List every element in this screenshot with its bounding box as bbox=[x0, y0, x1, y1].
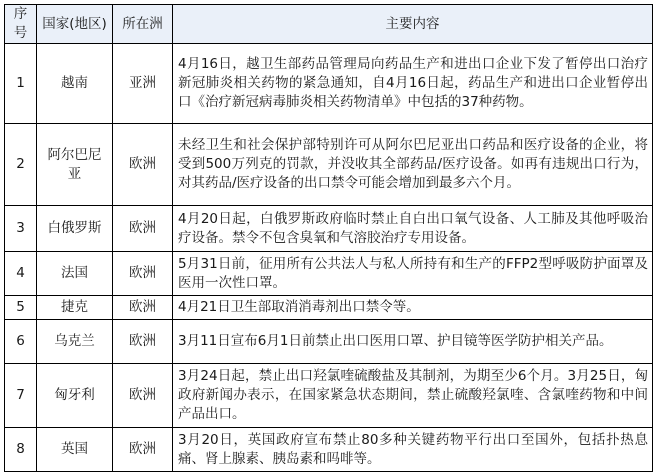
cell-no: 1 bbox=[5, 44, 37, 124]
table-row bbox=[5, 320, 653, 364]
cell-content: 未经卫生和社会保护部特别许可从阿尔巴尼亚出口药品和医疗设备的企业，将受到500万列克的罚款，并没收其全部药品/医疗设备。如再有违规出口行为，对其药品/医疗设备的出口禁令可能会增加到最多六个月。 bbox=[173, 124, 653, 206]
cell-region: 欧洲 bbox=[113, 364, 173, 428]
cell-content: 3月20日，英国政府宣布禁止80多种关键药物平行出口至国外，包括扑热息痛、肾上腺素、胰岛素和吗啡等。 bbox=[173, 428, 653, 472]
cell-country: 法国 bbox=[37, 252, 113, 296]
table-header bbox=[5, 5, 653, 44]
cell-region: 欧洲 bbox=[113, 124, 173, 206]
cell-no: 4 bbox=[5, 252, 37, 296]
cell-content: 3月11日宣布6月1日前禁止出口医用口罩、护目镜等医学防护相关产品。 bbox=[173, 320, 653, 364]
cell-country: 越南 bbox=[37, 44, 113, 124]
cell-no: 8 bbox=[5, 428, 37, 472]
cell-content: 5月31日前，征用所有公共法人与私人所持有和生产的FFP2型呼吸防护面罩及医用一次性口罩。 bbox=[173, 252, 653, 296]
table-row bbox=[5, 206, 653, 252]
cell-region: 欧洲 bbox=[113, 252, 173, 296]
cell-region: 欧洲 bbox=[113, 206, 173, 252]
cell-content: 3月24日起，禁止出口羟氯喹硫酸盐及其制剂，为期至少6个月。3月25日，匈政府新闻办表示，在国家紧急状态期间，禁止硫酸羟氯喹、含氯喹药物和中间产品出口。 bbox=[173, 364, 653, 428]
cell-country: 阿尔巴尼亚 bbox=[37, 124, 113, 206]
cell-no: 2 bbox=[5, 124, 37, 206]
cell-region: 亚洲 bbox=[113, 44, 173, 124]
cell-country: 白俄罗斯 bbox=[37, 206, 113, 252]
cell-country: 乌克兰 bbox=[37, 320, 113, 364]
policy-table-container bbox=[4, 4, 652, 472]
table-row bbox=[5, 364, 653, 428]
table-row bbox=[5, 44, 653, 124]
table-body bbox=[5, 44, 653, 472]
header-row bbox=[5, 5, 653, 44]
header-region: 所在洲 bbox=[113, 5, 173, 44]
cell-country: 捷克 bbox=[37, 296, 113, 320]
cell-region: 欧洲 bbox=[113, 428, 173, 472]
table-row bbox=[5, 252, 653, 296]
cell-no: 7 bbox=[5, 364, 37, 428]
cell-region: 欧洲 bbox=[113, 320, 173, 364]
cell-no: 3 bbox=[5, 206, 37, 252]
cell-no: 5 bbox=[5, 296, 37, 320]
cell-content: 4月16日，越卫生部药品管理局向药品生产和进出口企业下发了暂停出口治疗新冠肺炎相关药物的紧急通知，自4月16日起，药品生产和进出口企业暂停出口《治疗新冠病毒肺炎相关药物清单》中包括的37种药物。 bbox=[173, 44, 653, 124]
cell-content: 4月21日卫生部取消消毒剂出口禁令等。 bbox=[173, 296, 653, 320]
table-row bbox=[5, 428, 653, 472]
cell-country: 匈牙利 bbox=[37, 364, 113, 428]
cell-no: 6 bbox=[5, 320, 37, 364]
cell-region: 欧洲 bbox=[113, 296, 173, 320]
header-country: 国家(地区) bbox=[37, 5, 113, 44]
header-content: 主要内容 bbox=[173, 5, 653, 44]
export-restriction-table bbox=[4, 4, 653, 472]
table-row bbox=[5, 124, 653, 206]
cell-content: 4月20日起，白俄罗斯政府临时禁止自白出口氧气设备、人工肺及其他呼吸治疗设备。禁令不包含臭氧和气溶胶治疗专用设备。 bbox=[173, 206, 653, 252]
table-row bbox=[5, 296, 653, 320]
header-no: 序号 bbox=[5, 5, 37, 44]
cell-country: 英国 bbox=[37, 428, 113, 472]
